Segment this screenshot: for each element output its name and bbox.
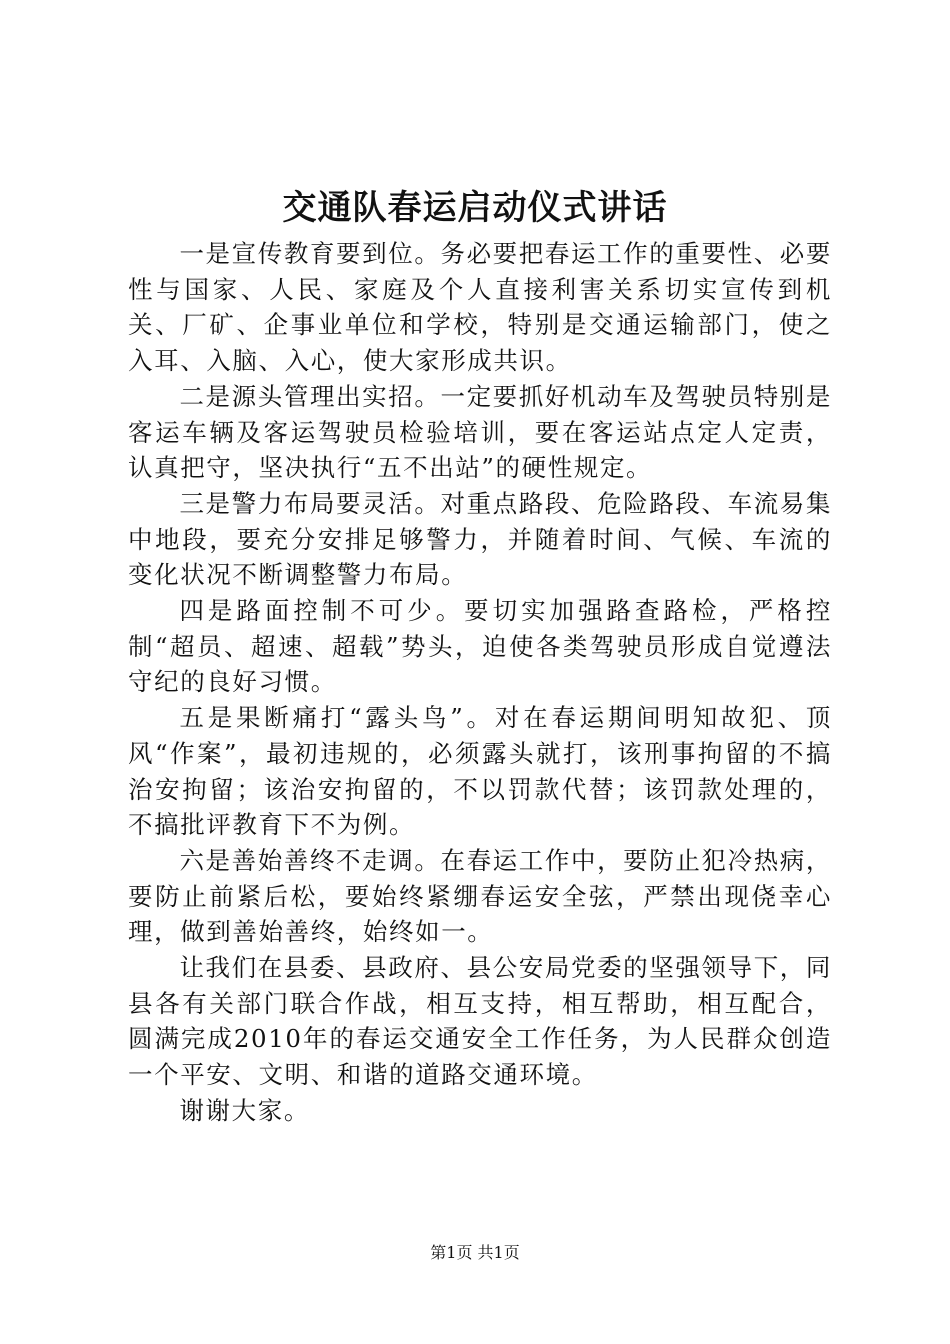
paragraph-5: 五是果断痛打“露头鸟”。对在春运期间明知故犯、顶风“作案”，最初违规的，必须露头就打，该刑事拘留的不搞治安拘留；该治安拘留的，不以罚款代替；该罚款处理的，不搞批评教育下不为例。 xyxy=(128,703,832,840)
paragraph-3: 三是警力布局要灵活。对重点路段、危险路段、车流易集中地段，要充分安排足够警力，并随着时间、气候、车流的变化状况不断调整警力布局。 xyxy=(128,488,832,590)
page-number-footer: 第1页 共1页 xyxy=(430,1243,520,1262)
paragraph-2: 二是源头管理出实招。一定要抓好机动车及驾驶员特别是客运车辆及客运驾驶员检验培训，要在客运站点定人定责，认真把守，坚决执行“五不出站”的硬性规定。 xyxy=(128,381,832,483)
document-title: 交通队春运启动仪式讲话 xyxy=(282,188,668,228)
paragraph-4: 四是路面控制不可少。要切实加强路查路检，严格控制“超员、超速、超载”势头，迫使各类驾驶员形成自觉遵法守纪的良好习惯。 xyxy=(128,596,832,697)
paragraph-1: 一是宣传教育要到位。务必要把春运工作的重要性、必要性与国家、人民、家庭及个人直接利害关系切实宣传到机关、厂矿、企事业单位和学校，特别是交通运输部门，使之入耳、入脑、入心，使大家形成共识。 xyxy=(128,239,832,376)
paragraph-7: 让我们在县委、县政府、县公安局党委的坚强领导下，同县各有关部门联合作战，相互支持，相互帮助，相互配合，圆满完成2010年的春运交通安全工作任务，为人民群众创造一个平安、文明、和谐的道路交通环境。 xyxy=(128,953,832,1090)
paragraph-6: 六是善始善终不走调。在春运工作中，要防止犯冷热病，要防止前紧后松，要始终紧绷春运安全弦，严禁出现侥幸心理，做到善始善终，始终如一。 xyxy=(128,845,832,947)
document-body xyxy=(128,236,832,1129)
paragraph-8: 谢谢大家。 xyxy=(179,1095,310,1125)
